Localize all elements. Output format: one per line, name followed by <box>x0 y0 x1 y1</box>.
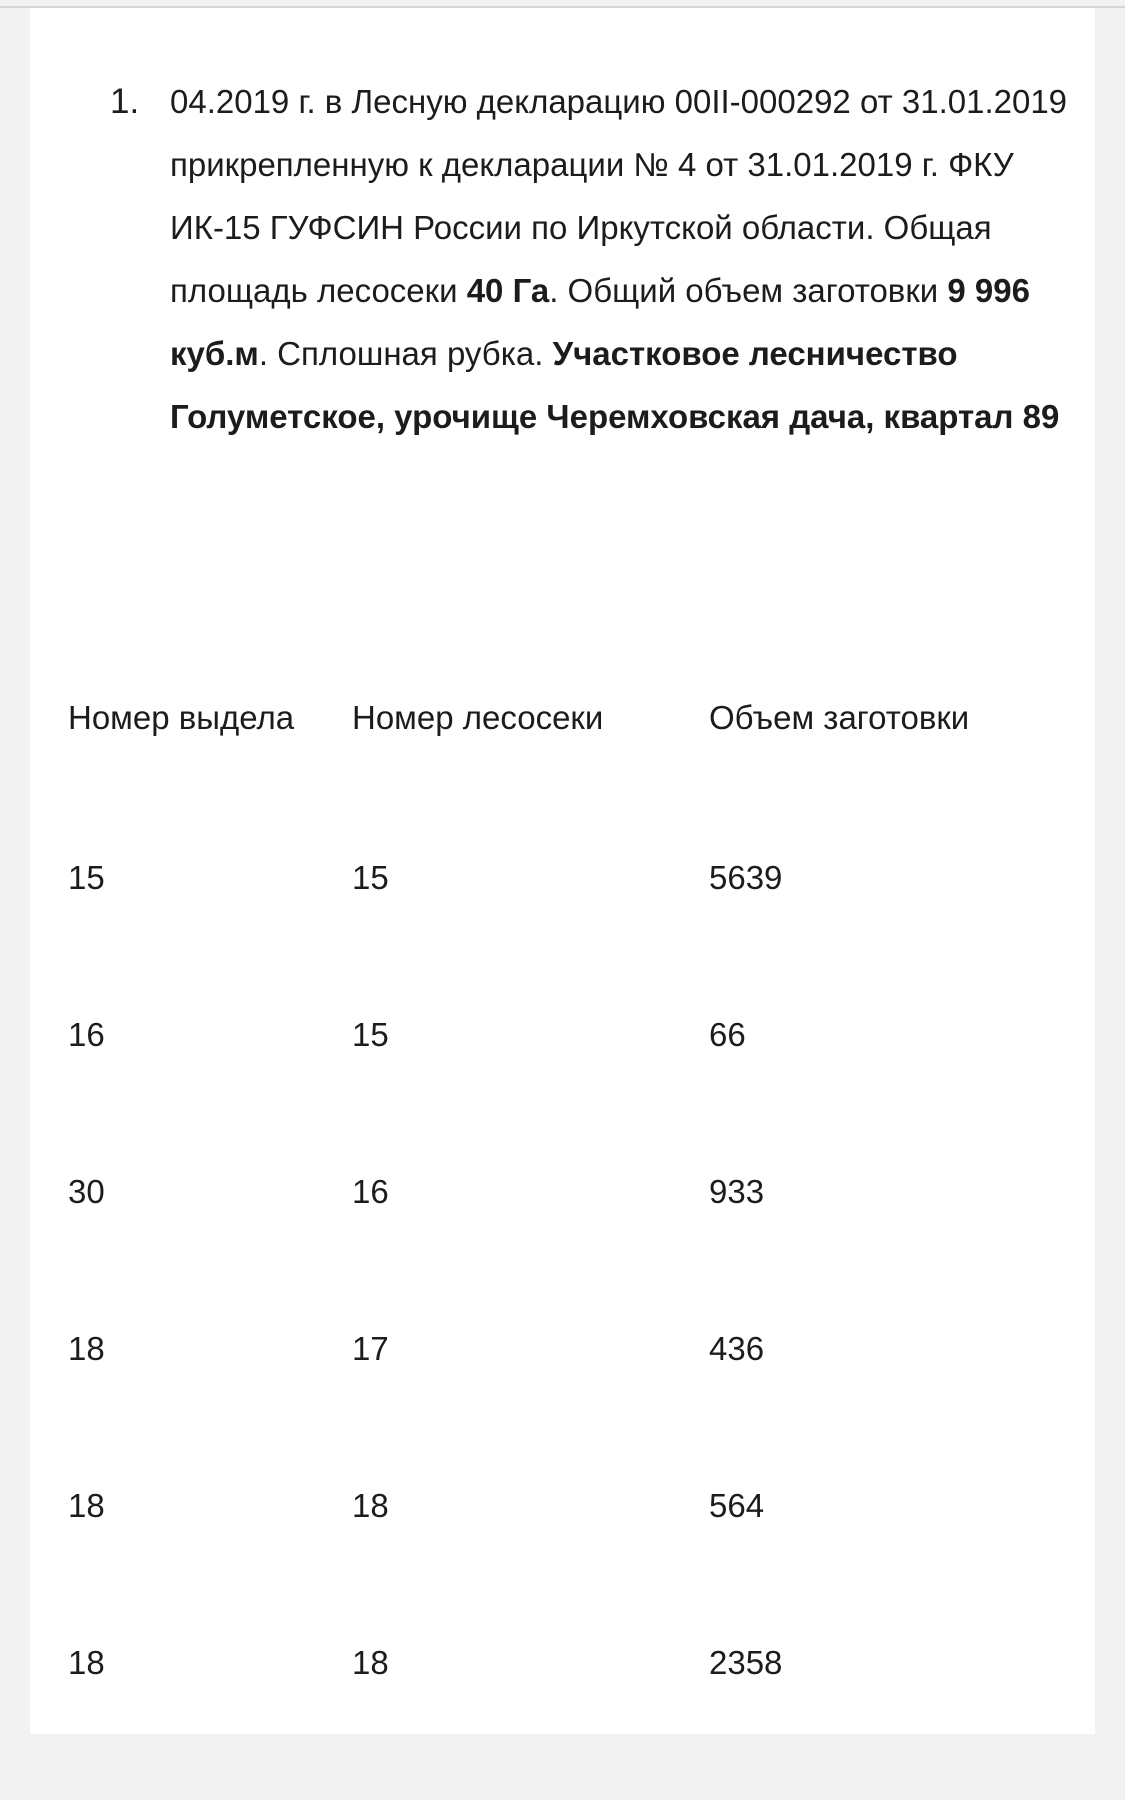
table-header-row <box>68 698 1048 858</box>
table-row <box>68 858 1048 1015</box>
cell-volume: 933 <box>709 1173 765 1210</box>
volume-intro-text: . Общий объем заготовки <box>549 272 948 309</box>
cell-vydel: 18 <box>68 1487 105 1524</box>
cell-volume: 66 <box>709 1016 746 1053</box>
cell-vydel: 18 <box>68 1644 105 1681</box>
table-row <box>68 1172 1048 1329</box>
table-row <box>68 1486 1048 1643</box>
cell-volume: 5639 <box>709 859 783 896</box>
area-value: 40 Га <box>466 272 550 309</box>
table-row <box>68 1329 1048 1486</box>
location-text: Участковое лесничество Голуметское, урочище Черемховская дача, квартал 89 <box>170 335 1060 435</box>
cell-lesoseka: 15 <box>352 1016 389 1053</box>
cell-volume: 564 <box>709 1487 765 1524</box>
cell-vydel: 18 <box>68 1330 105 1367</box>
volume-value: 9 996 куб.м <box>170 272 1030 372</box>
cell-lesoseka: 18 <box>352 1644 389 1681</box>
cell-vydel: 15 <box>68 859 105 896</box>
list-item-text <box>170 70 1090 448</box>
harvest-table <box>68 698 1048 1800</box>
cell-volume: 436 <box>709 1330 765 1367</box>
cell-vydel: 16 <box>68 1016 105 1053</box>
table-row <box>68 1015 1048 1172</box>
document-page <box>30 8 1095 1734</box>
cell-lesoseka: 16 <box>352 1173 389 1210</box>
table-row <box>68 1643 1048 1800</box>
header-vydel: Номер выдела <box>68 699 295 736</box>
cell-lesoseka: 15 <box>352 859 389 896</box>
cut-type-text: . Сплошная рубка. <box>258 335 553 372</box>
header-lesoseka: Номер лесосеки <box>352 699 604 736</box>
cell-lesoseka: 18 <box>352 1487 389 1524</box>
declaration-text: 04.2019 г. в Лесную декларацию 00II-000292 от 31.01.2019 прикрепленную к декларации № 4 от 31.01.2019 г. ФКУ ИК-15 ГУФСИН России по Иркутской области. Общая площадь лесосеки <box>170 83 1068 309</box>
list-item-number: 1. <box>110 82 140 121</box>
cell-volume: 2358 <box>709 1644 783 1681</box>
cell-lesoseka: 17 <box>352 1330 389 1367</box>
cell-vydel: 30 <box>68 1173 105 1210</box>
header-volume: Объем заготовки <box>709 699 970 736</box>
